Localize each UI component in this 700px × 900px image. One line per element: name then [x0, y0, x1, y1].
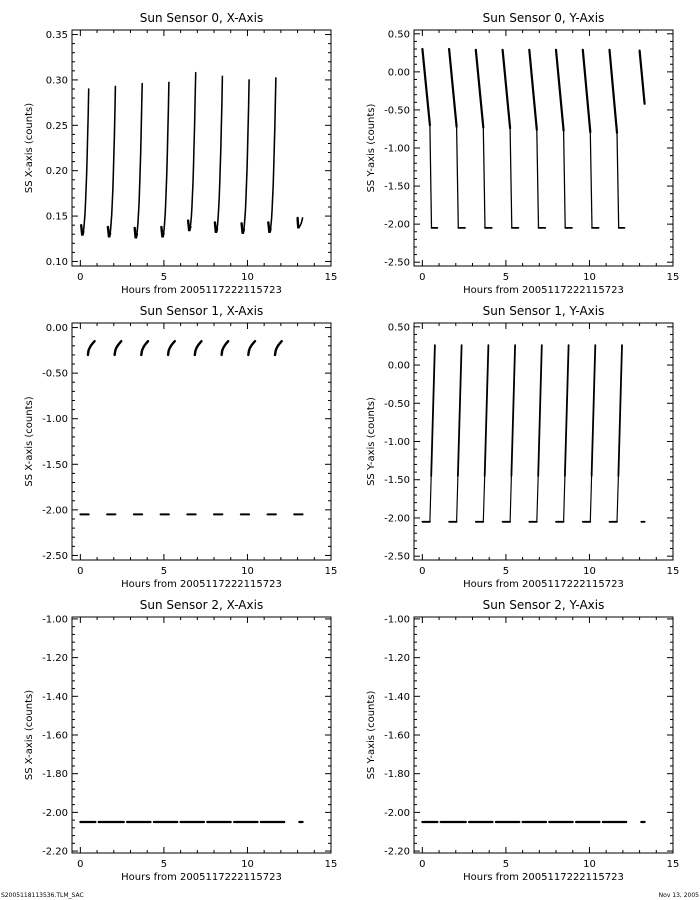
x-axis-label: Hours from 2005117222115723	[121, 285, 282, 296]
data-segment-rise	[431, 345, 435, 476]
panel-4	[24, 598, 337, 883]
data-segment-drop	[617, 133, 619, 228]
data-segment-rise	[510, 476, 511, 522]
data-segment	[163, 82, 169, 236]
y-axis-label: SS Y-axis (counts)	[366, 690, 377, 780]
data-segment-drop	[483, 127, 485, 227]
y-tick-label: -2.50	[42, 550, 68, 562]
plot-frame	[414, 30, 673, 266]
y-tick-label: -1.20	[384, 653, 410, 665]
y-tick-label: 0.15	[45, 211, 68, 223]
y-tick-label: -2.50	[384, 551, 410, 563]
data-segment-drop	[537, 130, 539, 228]
plot-frame	[72, 323, 331, 560]
y-tick-label: -1.50	[42, 459, 68, 471]
data-segment-drop	[457, 127, 459, 228]
y-tick-label: 0.30	[45, 75, 68, 87]
panel-2	[24, 304, 337, 590]
x-tick-label: 0	[77, 566, 84, 577]
data-segment-rise	[483, 476, 484, 522]
footer-date: Nov 13, 2005	[658, 892, 699, 899]
y-tick-label: -1.80	[384, 769, 410, 781]
data-segment-drop	[510, 128, 512, 228]
data-segment-arc	[141, 341, 148, 355]
x-tick-label: 0	[419, 272, 426, 283]
y-tick-label: -1.80	[42, 769, 68, 781]
y-tick-label: -1.50	[384, 181, 410, 193]
x-tick-label: 10	[583, 272, 596, 283]
x-axis-label: Hours from 2005117222115723	[463, 872, 624, 883]
data-segment-arc	[168, 341, 175, 355]
data-segment-rise	[511, 345, 515, 476]
data-segment-decline	[503, 50, 511, 128]
x-tick-label: 0	[77, 272, 84, 283]
data-segment	[270, 77, 276, 231]
x-tick-label: 15	[666, 566, 680, 577]
y-tick-label: -1.40	[42, 691, 68, 703]
panel-title: Sun Sensor 1, X-Axis	[139, 304, 264, 318]
x-tick-label: 0	[77, 859, 84, 870]
data-segment-decline	[529, 50, 537, 130]
y-tick-label: -1.40	[384, 691, 410, 703]
y-tick-label: 0.00	[387, 360, 410, 372]
x-tick-label: 5	[160, 272, 168, 283]
panel-title: Sun Sensor 2, Y-Axis	[482, 598, 605, 612]
data-segment	[243, 80, 249, 232]
data-segment-arc	[195, 341, 202, 355]
x-axis-label: Hours from 2005117222115723	[463, 285, 624, 296]
panel-title: Sun Sensor 0, Y-Axis	[482, 11, 605, 25]
data-segment	[136, 84, 142, 237]
data-segment-rise	[565, 345, 569, 476]
y-tick-label: -2.20	[384, 846, 410, 858]
y-tick-label: -1.20	[42, 653, 68, 665]
y-tick-label: -2.00	[384, 807, 410, 819]
x-tick-label: 5	[502, 566, 510, 577]
panel-0	[24, 11, 337, 296]
x-tick-label: 5	[160, 566, 168, 577]
data-segment-decline	[610, 50, 618, 133]
x-tick-label: 15	[324, 859, 338, 870]
y-tick-label: -2.50	[384, 257, 410, 269]
y-tick-label: -1.50	[384, 475, 410, 487]
data-segment-rise	[618, 345, 622, 476]
x-tick-label: 5	[502, 272, 510, 283]
y-tick-label: -1.00	[42, 614, 68, 626]
data-segment-arc	[88, 341, 95, 355]
plot-frame	[414, 323, 673, 560]
panel-1	[366, 11, 679, 296]
data-segment-decline	[422, 49, 430, 125]
panel-5	[366, 598, 679, 883]
data-series	[80, 341, 302, 514]
x-tick-label: 15	[324, 566, 338, 577]
plot-frame	[414, 617, 673, 853]
y-tick-label: -1.60	[384, 730, 410, 742]
y-tick-label: -1.60	[42, 730, 68, 742]
data-segment-decline	[449, 49, 457, 127]
data-segment-decline	[583, 50, 591, 132]
y-tick-label: 0.35	[45, 30, 68, 42]
data-segment-rise	[485, 345, 489, 476]
y-tick-label: 0.00	[45, 323, 68, 335]
panel-title: Sun Sensor 1, Y-Axis	[482, 304, 605, 318]
y-axis-label: SS Y-axis (counts)	[366, 397, 377, 486]
y-tick-label: -1.00	[384, 143, 410, 155]
y-tick-label: -2.00	[384, 513, 410, 525]
data-segment-rise	[590, 476, 591, 522]
y-tick-label: -1.00	[384, 437, 410, 448]
data-segment	[83, 89, 89, 234]
y-tick-label: -2.00	[384, 219, 410, 231]
x-tick-label: 5	[502, 859, 510, 870]
data-segment-rise	[617, 476, 618, 522]
x-tick-label: 10	[241, 566, 254, 577]
y-axis-label: SS X-axis (counts)	[24, 102, 35, 194]
data-segment-drop	[590, 132, 592, 228]
y-tick-label: -0.50	[384, 105, 410, 117]
x-tick-label: 10	[583, 859, 596, 870]
x-axis-label: Hours from 2005117222115723	[463, 579, 624, 590]
data-series	[422, 345, 644, 522]
y-axis-label: SS X-axis (counts)	[24, 689, 35, 781]
y-tick-label: 0.10	[45, 256, 68, 268]
x-tick-label: 15	[666, 272, 680, 283]
data-segment-drop	[430, 125, 432, 228]
x-tick-label: 5	[160, 859, 168, 870]
data-segment-decline	[556, 50, 564, 131]
data-segment-arc	[115, 341, 122, 355]
data-segment-rise	[537, 476, 538, 522]
x-axis-label: Hours from 2005117222115723	[121, 579, 282, 590]
x-axis-label: Hours from 2005117222115723	[121, 872, 282, 883]
y-tick-label: -0.50	[42, 368, 68, 380]
x-tick-label: 15	[324, 272, 338, 283]
y-tick-label: 0.50	[387, 29, 410, 41]
x-tick-label: 0	[419, 859, 426, 870]
data-segment	[190, 73, 196, 230]
x-tick-label: 10	[583, 566, 596, 577]
y-tick-label: 0.20	[45, 166, 68, 178]
y-tick-label: 0.25	[45, 120, 68, 132]
x-tick-label: 0	[419, 566, 426, 577]
data-segment	[217, 76, 223, 231]
data-segment-rise	[457, 476, 458, 522]
y-axis-label: SS X-axis (counts)	[24, 396, 35, 487]
x-tick-label: 15	[666, 859, 680, 870]
data-segment-rise	[592, 345, 596, 476]
data-segment-arc	[275, 341, 282, 355]
y-tick-label: -2.00	[42, 807, 68, 819]
y-tick-label: -1.00	[384, 614, 410, 626]
data-series	[81, 73, 302, 239]
y-tick-label: -2.20	[42, 846, 68, 858]
footer-filename: S2005118113536.TLM_SAC	[1, 892, 84, 899]
data-segment-decline	[640, 51, 645, 104]
data-segment-arc	[222, 341, 229, 355]
y-tick-label: -2.00	[42, 505, 68, 517]
data-segment-rise	[538, 345, 542, 476]
data-segment-rise	[430, 476, 431, 522]
data-segment-arc	[248, 341, 255, 355]
data-segment	[299, 218, 303, 227]
y-tick-label: -0.50	[384, 398, 410, 410]
x-tick-label: 10	[241, 859, 254, 870]
data-segment	[110, 86, 116, 235]
x-tick-label: 10	[241, 272, 254, 283]
data-series	[422, 49, 644, 228]
data-segment-decline	[476, 50, 484, 128]
y-axis-label: SS Y-axis (counts)	[366, 103, 377, 193]
data-segment-drop	[564, 131, 566, 228]
y-tick-label: -1.00	[42, 414, 68, 426]
panel-title: Sun Sensor 2, X-Axis	[139, 598, 264, 612]
y-tick-label: 0.00	[387, 67, 410, 79]
data-segment-rise	[564, 476, 565, 522]
plot-frame	[72, 617, 331, 853]
data-segment-rise	[458, 345, 462, 476]
panel-title: Sun Sensor 0, X-Axis	[139, 11, 264, 25]
y-tick-label: 0.50	[387, 322, 410, 334]
panel-3	[366, 304, 679, 590]
